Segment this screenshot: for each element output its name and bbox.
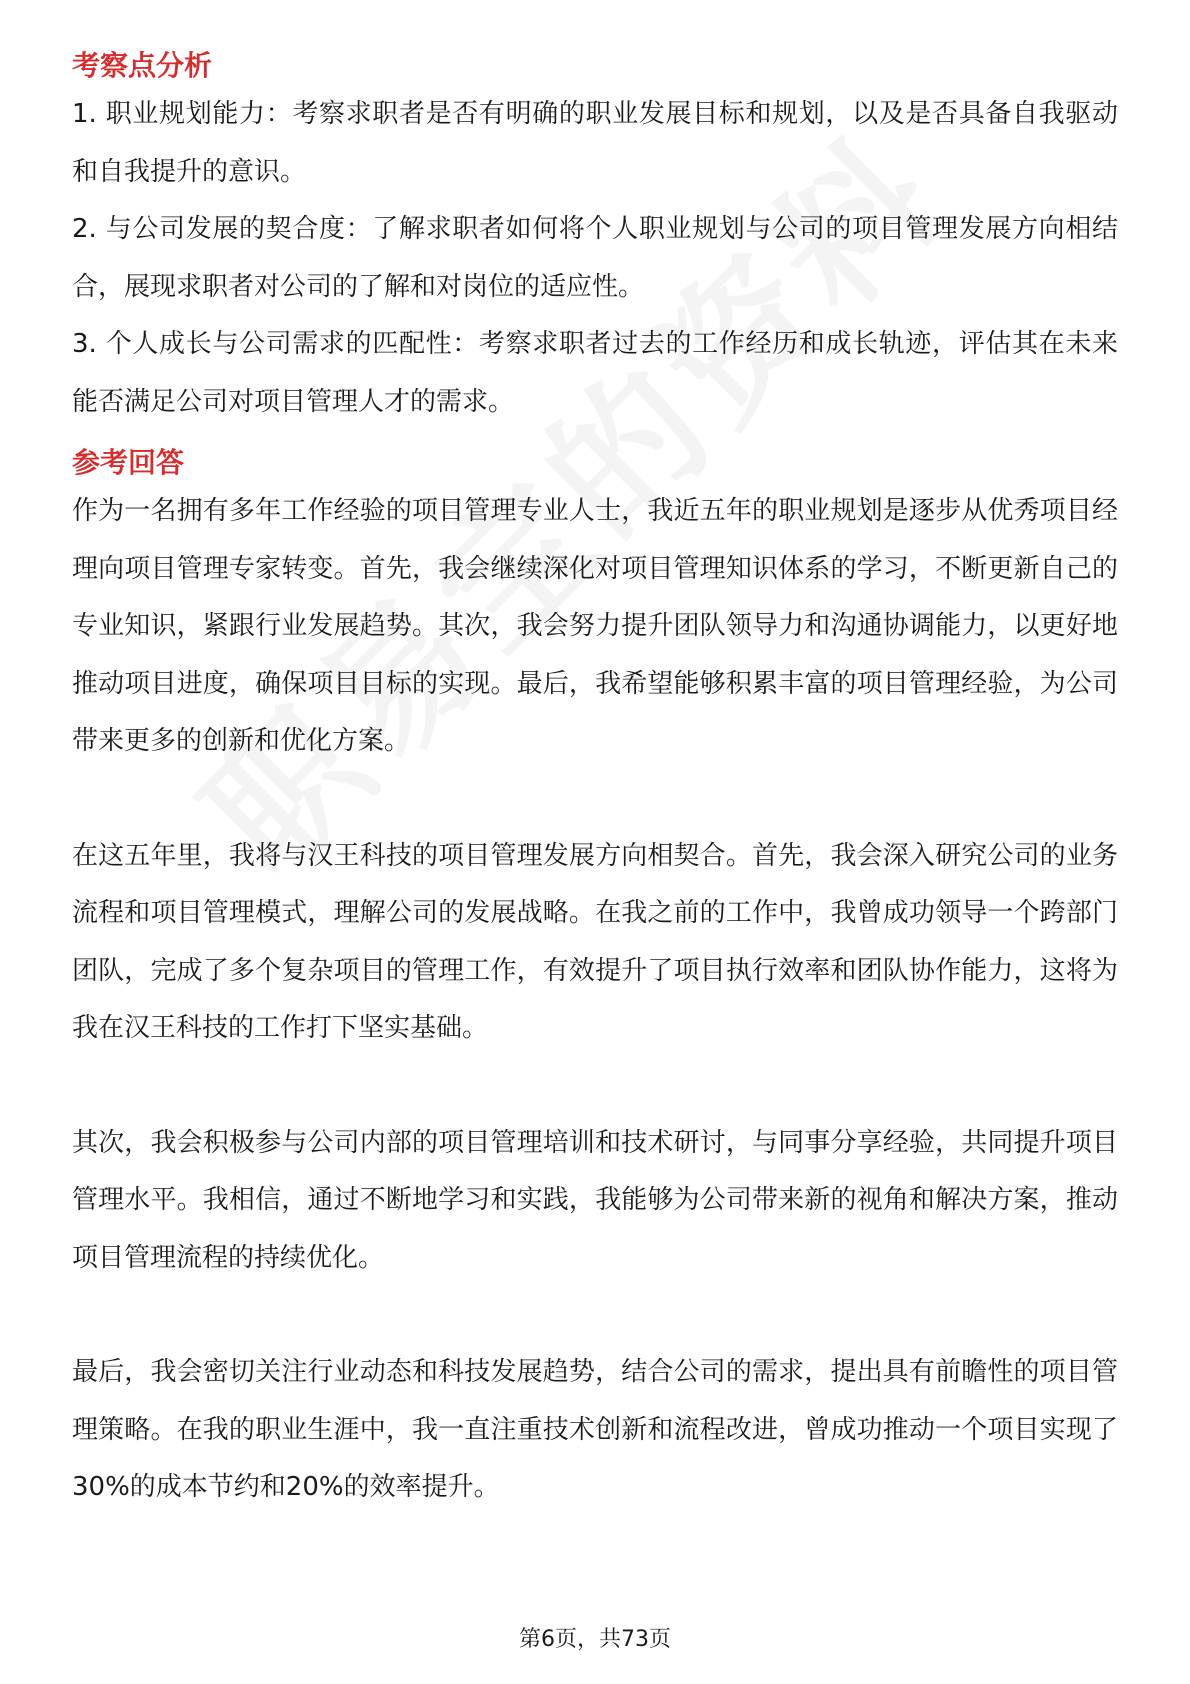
page-number: 第6页，共73页	[519, 1627, 671, 1652]
answer-paragraph-2: 在这五年里，我将与汉王科技的项目管理发展方向相契合。首先，我会深入研究公司的业务流程和项目管理模式，理解公司的发展战略。在我之前的工作中，我曾成功领导一个跨部门团队，完成了多个复杂项目的管理工作，有效提升了项目执行效率和团队协作能力，这将为我在汉王科技的工作打下坚实基础。	[72, 840, 1118, 1043]
answer-section	[72, 443, 1118, 1517]
document-body	[72, 46, 1118, 1517]
answer-paragraph-3: 其次，我会积极参与公司内部的项目管理培训和技术研讨，与同事分享经验，共同提升项目管理水平。我相信，通过不断地学习和实践，我能够为公司带来新的视角和解决方案，推动项目管理流程的持续优化。	[72, 1127, 1118, 1273]
answer-paragraph-1: 作为一名拥有多年工作经验的项目管理专业人士，我近五年的职业规划是逐步从优秀项目经理向项目管理专家转变。首先，我会继续深化对项目管理知识体系的学习，不断更新自己的专业知识，紧跟行业发展趋势。其次，我会努力提升团队领导力和沟通协调能力，以更好地推动项目进度，确保项目目标的实现。最后，我希望能够积累丰富的项目管理经验，为公司带来更多的创新和优化方案。	[72, 496, 1118, 756]
analysis-item-3: 3. 个人成长与公司需求的匹配性：考察求职者过去的工作经历和成长轨迹，评估其在未来能否满足公司对项目管理人才的需求。	[72, 329, 1118, 417]
analysis-item-2: 2. 与公司发展的契合度：了解求职者如何将个人职业规划与公司的项目管理发展方向相结合，展现求职者对公司的了解和对岗位的适应性。	[72, 214, 1118, 302]
analysis-section	[72, 46, 1118, 431]
analysis-item-1: 1. 职业规划能力：考察求职者是否有明确的职业发展目标和规划，以及是否具备自我驱动和自我提升的意识。	[72, 99, 1118, 187]
analysis-title: 考察点分析	[72, 49, 213, 82]
answer-paragraph-4: 最后，我会密切关注行业动态和科技发展趋势，结合公司的需求，提出具有前瞻性的项目管理策略。在我的职业生涯中，我一直注重技术创新和流程改进，曾成功推动一个项目实现了30%的成本节约和20%的效率提升。	[72, 1357, 1118, 1502]
answer-title: 参考回答	[72, 446, 185, 479]
